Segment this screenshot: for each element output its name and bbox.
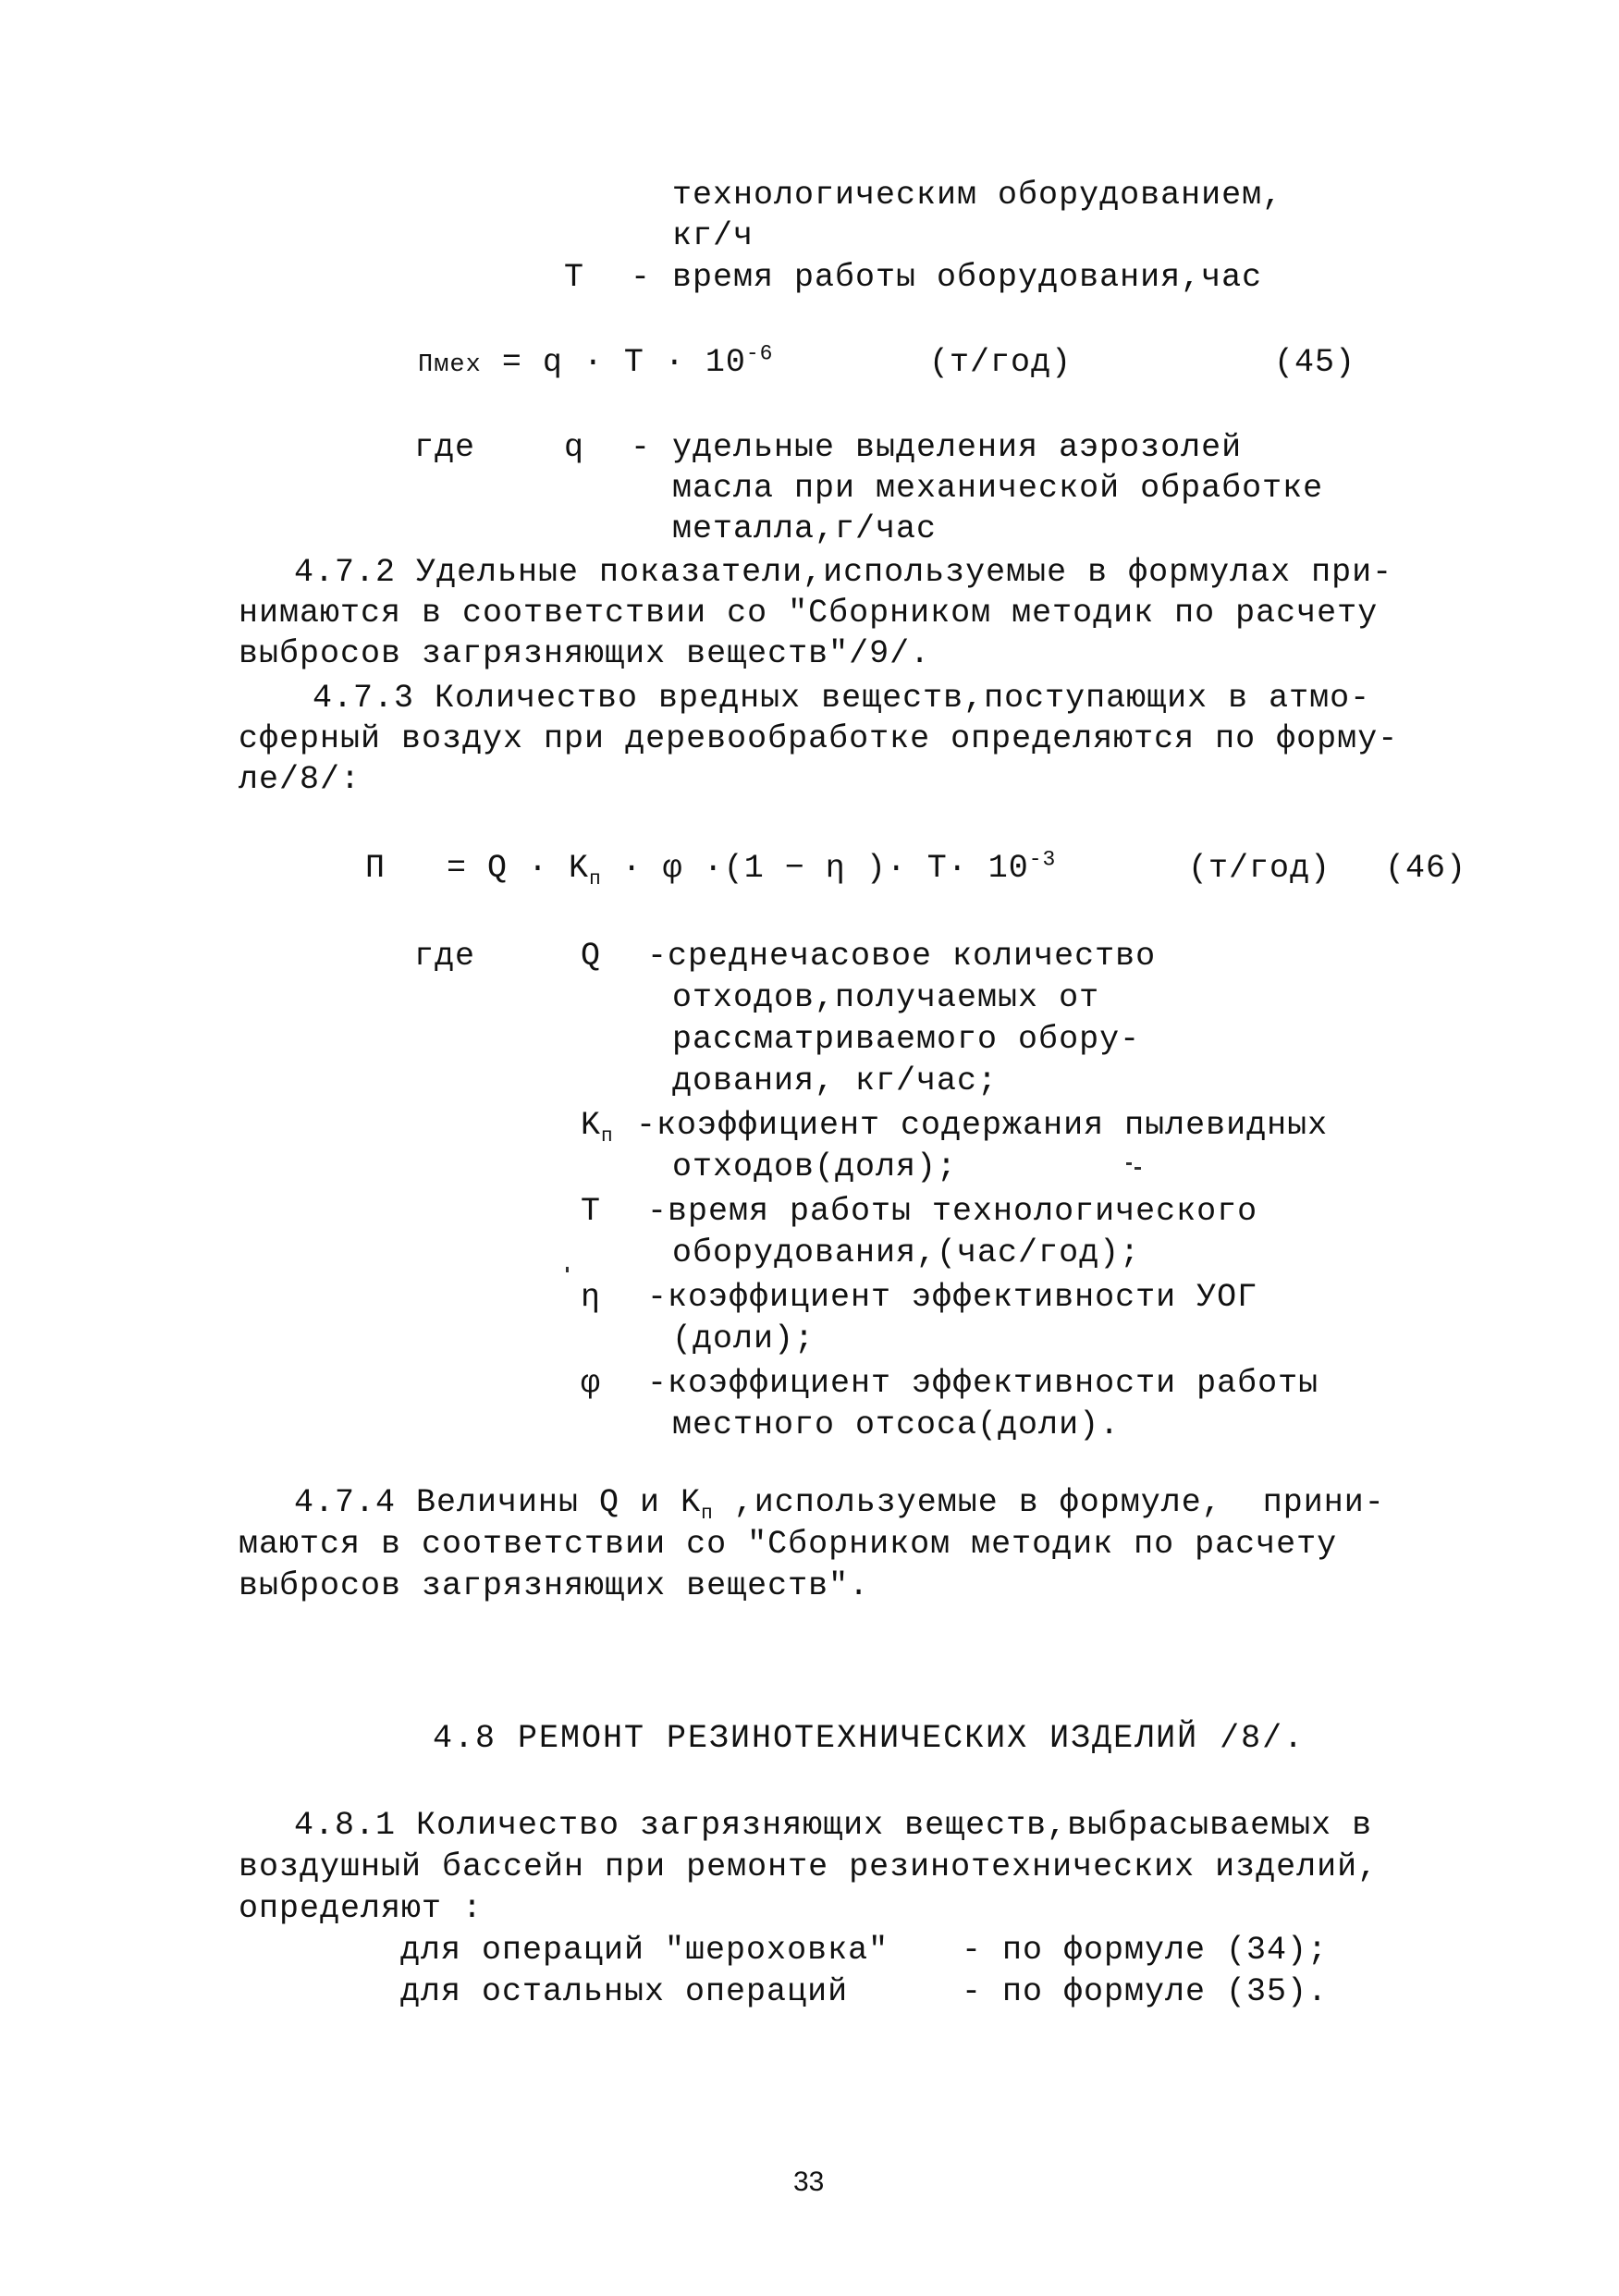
scan-speck xyxy=(1126,1162,1132,1165)
variable-definition: металла,г/час xyxy=(672,510,938,547)
section-heading: 4.8 РЕМОНТ РЕЗИНОТЕХНИЧЕСКИХ ИЗДЕЛИЙ /8/. xyxy=(433,1720,1306,1757)
paragraph-line: выбросов загрязняющих веществ"/9/. xyxy=(239,635,931,672)
paragraph-line: 4.8.1 Количество загрязняющих веществ,выбрасываемых в xyxy=(294,1807,1373,1844)
formula-exponent: -3 xyxy=(1028,847,1057,872)
variable-definition: отходов(доля); xyxy=(672,1148,958,1185)
paragraph-line: сферный воздух при деревообработке определяются по форму- xyxy=(239,720,1399,757)
variable-definition: -коэффициент содержания пылевидных xyxy=(636,1107,1329,1144)
formula-number: (45) xyxy=(1274,344,1356,381)
variable-symbol: Т xyxy=(564,259,585,296)
operation-formula-ref: - по формуле (35). xyxy=(962,1973,1329,2010)
variable-symbol: T xyxy=(581,1193,602,1230)
variable-definition: удельные выделения аэрозолей xyxy=(672,429,1243,466)
formula-units: (т/год) xyxy=(1188,850,1331,887)
where-label: где xyxy=(414,429,476,466)
operation-label: для остальных операций xyxy=(400,1973,849,2010)
operation-formula-ref: - по формуле (34); xyxy=(962,1932,1329,1969)
paragraph-line: 4.7.3 Количество вредных веществ,поступающих в атмо- xyxy=(313,680,1371,717)
paragraph-line: маются в соответствии со "Сборником методик по расчету xyxy=(239,1526,1338,1563)
formula-exponent: -6 xyxy=(745,341,774,366)
variable-definition: местного отсоса(доли). xyxy=(672,1406,1121,1443)
formula-body: = Q · K xyxy=(447,850,590,887)
symbol-subscript: п xyxy=(701,1504,714,1525)
formula-lhs: Пмех xyxy=(418,351,482,379)
formula-46 xyxy=(365,848,1056,889)
variable-definition: дования, кг/час; xyxy=(672,1062,999,1099)
formula-lhs: П xyxy=(365,850,386,887)
formula-units: (т/год) xyxy=(929,344,1073,381)
variable-definition: время работы оборудования,час xyxy=(672,259,1263,296)
paragraph-line: воздушный бассейн при ремонте резинотехнических изделий, xyxy=(239,1848,1379,1885)
page-number: 33 xyxy=(793,2167,825,2197)
scan-speck xyxy=(1135,1167,1141,1170)
formula-body: = q · T · 10 xyxy=(501,344,746,381)
variable-definition: (доли); xyxy=(672,1320,816,1357)
paragraph-line: ле/8/: xyxy=(239,761,362,798)
formula-number: (46) xyxy=(1385,850,1467,887)
paragraph-line: определяют : xyxy=(239,1890,484,1927)
operation-label: для операций "шероховка" xyxy=(400,1932,889,1969)
formula-45 xyxy=(418,342,773,386)
formula-subscript: п xyxy=(589,869,602,890)
definition-dash: - xyxy=(631,429,652,466)
paragraph-line: нимаются в соответствии со "Сборником методик по расчету xyxy=(239,595,1379,632)
variable-symbol: q xyxy=(564,429,585,466)
variable-definition: рассматриваемого обору- xyxy=(672,1021,1141,1058)
definition-dash: - xyxy=(631,259,652,296)
formula-body: · φ ·(1 − η )· T· 10 xyxy=(601,850,1029,887)
variable-definition: -время работы технологического xyxy=(647,1193,1258,1230)
variable-symbol: φ xyxy=(581,1365,602,1402)
variable-definition: отходов,получаемых от xyxy=(672,979,1100,1016)
variable-symbol: η xyxy=(581,1279,602,1316)
variable-symbol: $K_п$ xyxy=(581,1107,614,1148)
variable-symbol: Q xyxy=(581,938,602,975)
variable-definition: -коэффициент эффективности УОГ xyxy=(647,1279,1258,1316)
variable-definition: -среднечасовое количество xyxy=(647,938,1157,975)
symbol-subscript: п xyxy=(601,1126,614,1148)
variable-definition: -коэффициент эффективности работы xyxy=(647,1365,1319,1402)
paragraph-line: 4.7.4 Величины Q и $K_п$ ,используемые в формуле, прини- xyxy=(294,1484,1385,1525)
continued-definition-line: кг/ч xyxy=(672,217,754,254)
variable-definition: оборудования,(час/год); xyxy=(672,1234,1141,1271)
variable-definition: масла при механической обработке xyxy=(672,470,1324,507)
scan-speck xyxy=(566,1267,569,1272)
continued-definition-line: технологическим оборудованием, xyxy=(672,177,1283,214)
paragraph-line: выбросов загрязняющих веществ". xyxy=(239,1567,870,1604)
paragraph-line: 4.7.2 Удельные показатели,используемые в формулах при- xyxy=(294,554,1393,591)
where-label: где xyxy=(414,938,476,975)
